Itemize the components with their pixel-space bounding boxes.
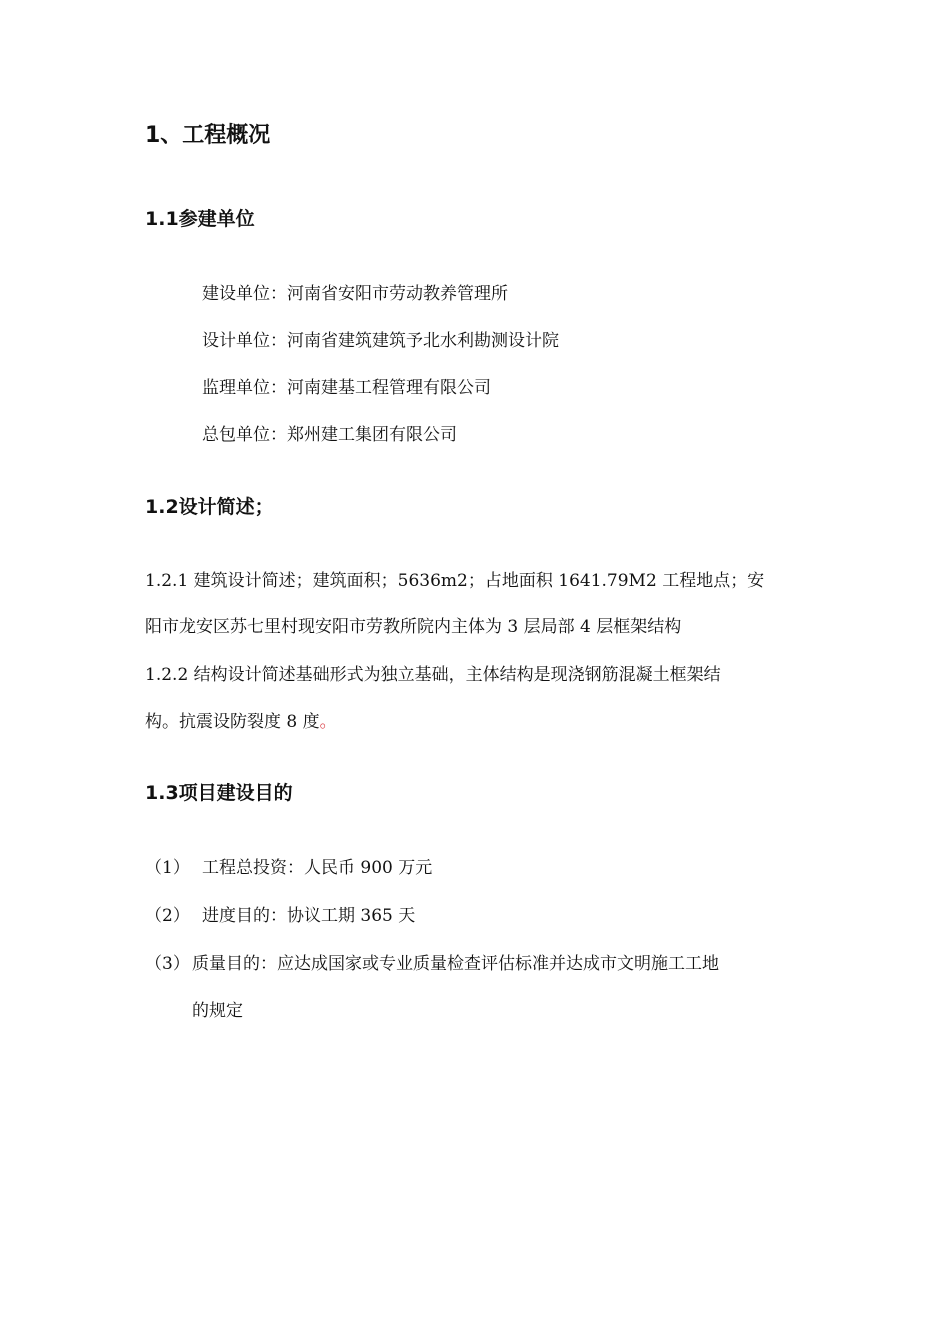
design-paragraph-1-line-1: 1.2.1 建筑设计简述；建筑面积；5636m2；占地面积 1641.79M2 工程地点；安: [145, 571, 765, 591]
section-heading: 1、工程概况: [145, 123, 271, 148]
participant-line-design: 设计单位：河南省建筑建筑予北水利勘测设计院: [202, 331, 559, 351]
goal-item-number: （3）: [145, 954, 190, 974]
design-paragraph-2-text: 构。抗震设防裂度 8 度: [145, 712, 320, 732]
design-heading: 1.2设计简述；: [145, 496, 274, 518]
participant-line-contractor: 总包单位：郑州建工集团有限公司: [202, 425, 457, 445]
goal-item-quality: 质量目的：应达成国家或专业质量检查评估标准并达成市文明施工工地: [192, 954, 719, 974]
goal-item-number: （1）: [145, 858, 190, 878]
design-paragraph-2-line-1: 1.2.2 结构设计简述基础形式为独立基础，主体结构是现浇钢筋混凝土框架结: [145, 665, 721, 685]
goal-item-number: （2）: [145, 906, 190, 926]
participants-heading: 1.1参建单位: [145, 208, 255, 230]
goal-item-investment: 工程总投资：人民币 900 万元: [202, 858, 433, 878]
design-paragraph-1-line-2: 阳市龙安区苏七里村现安阳市劳教所院内主体为 3 层局部 4 层框架结构: [145, 617, 682, 637]
participant-line-construction: 建设单位：河南省安阳市劳动教养管理所: [202, 284, 508, 304]
red-period-mark: 。: [319, 712, 337, 732]
goals-heading: 1.3项目建设目的: [145, 782, 293, 804]
goal-item-quality-continuation: 的规定: [192, 1001, 243, 1021]
goal-item-schedule: 进度目的：协议工期 365 天: [202, 906, 416, 926]
design-paragraph-2-line-2: [145, 707, 337, 732]
participant-line-supervision: 监理单位：河南建基工程管理有限公司: [202, 378, 491, 398]
